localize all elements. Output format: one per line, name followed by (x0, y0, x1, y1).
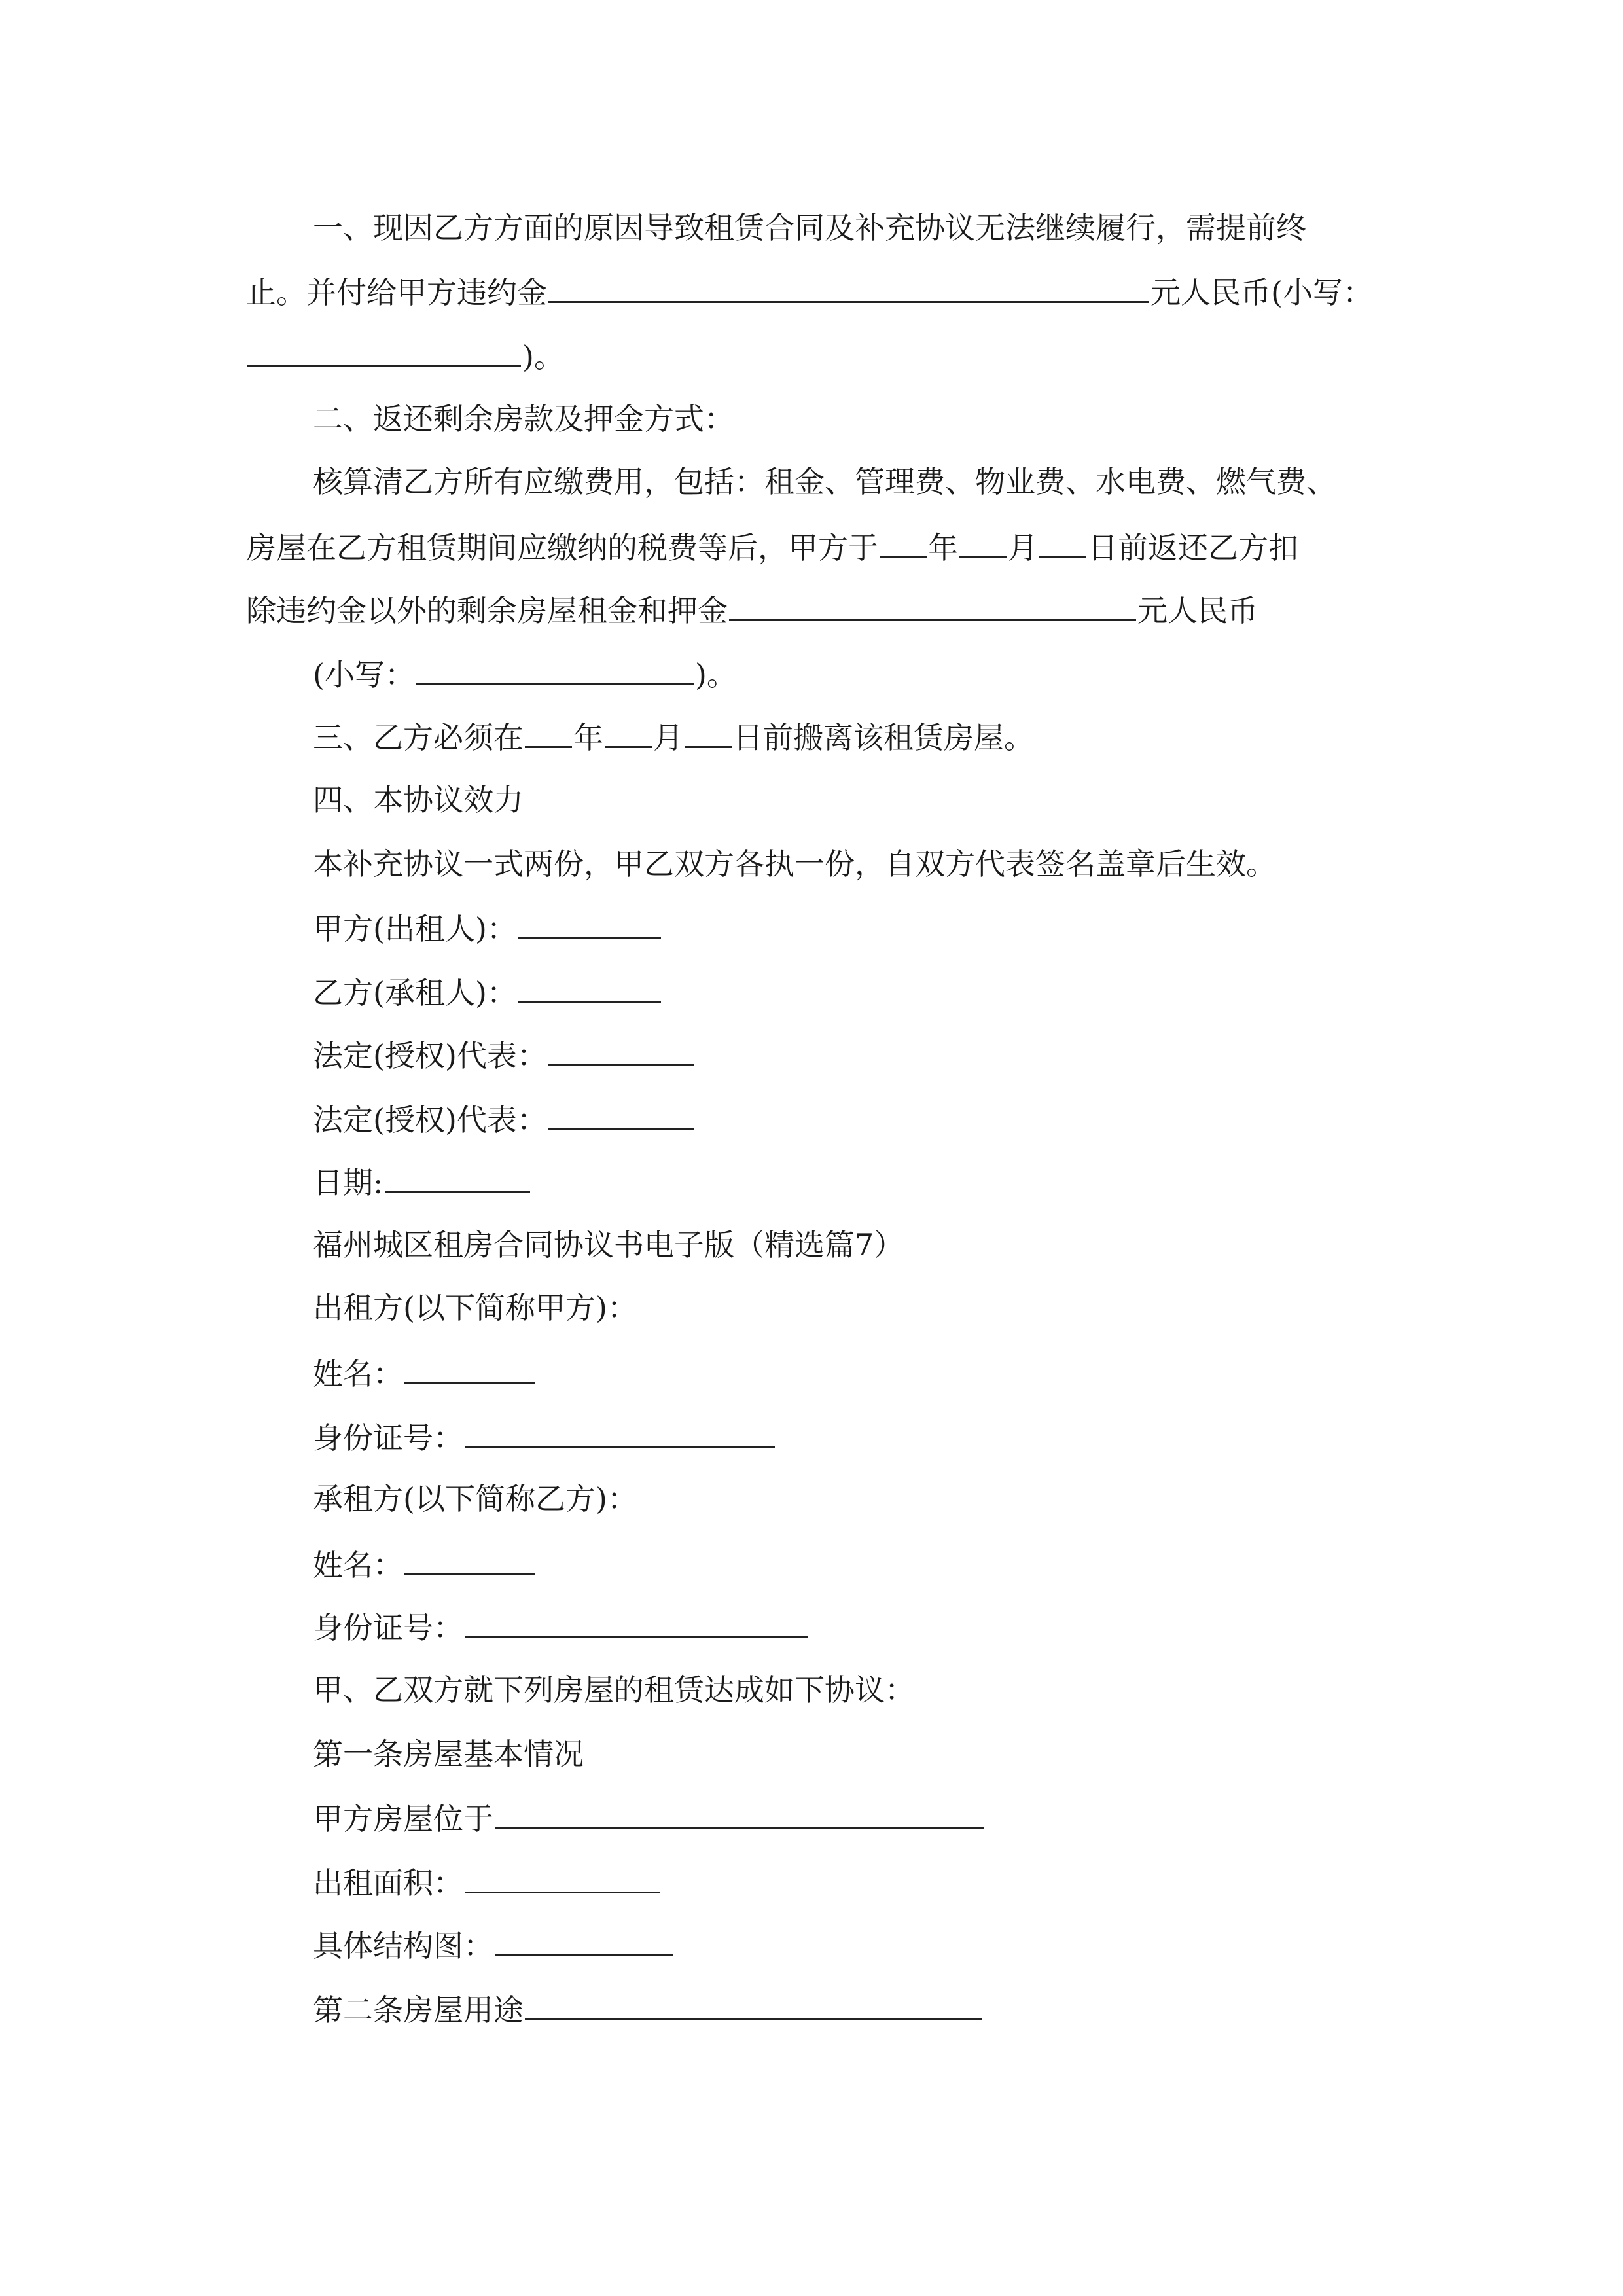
party-a-blank[interactable] (518, 907, 661, 939)
clause1-text-a: 止。并付给甲方违约金 (246, 275, 547, 310)
rep2-blank[interactable] (548, 1098, 694, 1130)
clause2-line4 (313, 653, 737, 692)
clause2-line2 (246, 526, 1298, 565)
lessee-heading (313, 1479, 637, 1518)
clause3-year: 年 (573, 720, 603, 755)
signature-date (313, 1161, 531, 1200)
penalty-lowercase-blank[interactable] (247, 335, 521, 367)
location-label: 甲方房屋位于 (313, 1801, 493, 1837)
article-2-label: 第二条房屋用途 (313, 1992, 524, 2028)
date-blank[interactable] (385, 1161, 530, 1193)
clause1-line1 (313, 208, 1306, 247)
signature-rep-1 (313, 1034, 695, 1073)
clause2-text-a: 房屋在乙方租赁期间应缴纳的税费等后，甲方于 (246, 530, 878, 565)
usage-blank[interactable] (525, 1988, 982, 2020)
signature-rep-2 (313, 1098, 695, 1138)
area-label: 出租面积： (313, 1865, 463, 1901)
clause1-close: )。 (522, 339, 564, 374)
signature-party-b (313, 971, 662, 1011)
clause2-heading (313, 399, 734, 439)
clause3-text-b: 日前搬离该租赁房屋。 (733, 720, 1034, 755)
article-2-heading (313, 1988, 983, 2028)
clause2-year: 年 (928, 530, 958, 565)
clause1-line3 (246, 335, 564, 374)
rep2-label: 法定(授权)代表： (313, 1102, 547, 1138)
clause2-month: 月 (1008, 530, 1038, 565)
lessee-id-blank[interactable] (465, 1606, 808, 1638)
clause2-text-e: (小写： (313, 657, 415, 692)
lessor-text: 出租方(以下简称甲方)： (313, 1290, 637, 1325)
lessor-id (313, 1416, 776, 1456)
party-b-blank[interactable] (518, 971, 661, 1003)
moveout-day-blank[interactable] (685, 716, 732, 748)
penalty-amount-blank[interactable] (548, 271, 1149, 303)
refund-month-blank[interactable] (959, 526, 1007, 558)
clause2-text-c: 除违约金以外的剩余房屋租金和押金 (246, 593, 728, 628)
structure-blank[interactable] (495, 1924, 673, 1956)
lessor-id-blank[interactable] (465, 1416, 775, 1448)
date-label: 日期: (313, 1165, 383, 1200)
lessee-name (313, 1543, 537, 1583)
lessor-name-label: 姓名： (313, 1356, 403, 1391)
lessor-heading (313, 1288, 637, 1327)
clause2-heading-text: 二、返还剩余房款及押金方式： (313, 401, 734, 437)
refund-amount-blank[interactable] (729, 589, 1136, 621)
rep1-label: 法定(授权)代表： (313, 1038, 547, 1073)
clause2-close: )。 (694, 657, 737, 692)
lessee-name-blank[interactable] (404, 1543, 535, 1575)
clause4-body (313, 844, 1276, 884)
clause4-heading-text: 四、本协议效力 (313, 782, 524, 817)
property-location (313, 1797, 986, 1837)
lessee-name-label: 姓名： (313, 1547, 403, 1583)
lessee-id (313, 1606, 809, 1645)
location-blank[interactable] (495, 1797, 984, 1829)
agreement-intro (313, 1670, 915, 1710)
refund-lowercase-blank[interactable] (416, 653, 694, 685)
clause1-text-b: 元人民币(小写： (1150, 275, 1373, 310)
clause3-text-a: 三、乙方必须在 (313, 720, 524, 755)
structure-label: 具体结构图： (313, 1928, 493, 1964)
refund-year-blank[interactable] (880, 526, 927, 558)
party-b-label: 乙方(承租人)： (313, 975, 517, 1011)
rep1-blank[interactable] (548, 1034, 694, 1066)
article-1-heading (313, 1734, 584, 1774)
clause1-line2 (246, 271, 1373, 310)
article-1-text: 第一条房屋基本情况 (313, 1736, 584, 1772)
clause2-text-d: 元人民币 (1137, 593, 1258, 628)
contract7-title (313, 1225, 904, 1265)
moveout-month-blank[interactable] (605, 716, 652, 748)
clause2-line1 (313, 462, 1336, 501)
clause2-line3 (246, 589, 1258, 628)
agreement-intro-text: 甲、乙双方就下列房屋的租赁达成如下协议： (313, 1672, 915, 1708)
structure-diagram (313, 1924, 674, 1964)
clause4-body-text: 本补充协议一式两份，甲乙双方各执一份，自双方代表签名盖章后生效。 (313, 846, 1276, 882)
clause4-heading (313, 780, 524, 819)
party-a-label: 甲方(出租人)： (313, 911, 517, 946)
lessee-text: 承租方(以下简称乙方)： (313, 1481, 637, 1516)
clause2-text: 核算清乙方所有应缴费用，包括：租金、管理费、物业费、水电费、燃气费、 (313, 464, 1336, 499)
clause1-text: 一、现因乙方方面的原因导致租赁合同及补充协议无法继续履行，需提前终 (313, 210, 1306, 245)
area-blank[interactable] (465, 1861, 660, 1893)
lessor-name-blank[interactable] (404, 1352, 535, 1384)
rental-area (313, 1861, 661, 1901)
contract7-title-text: 福州城区租房合同协议书电子版（精选篇7） (313, 1227, 904, 1263)
clause2-text-b: 日前返还乙方扣 (1088, 530, 1298, 565)
lessor-name (313, 1352, 537, 1391)
moveout-year-blank[interactable] (525, 716, 572, 748)
refund-day-blank[interactable] (1039, 526, 1086, 558)
lessee-id-label: 身份证号： (313, 1610, 463, 1645)
lessor-id-label: 身份证号： (313, 1420, 463, 1456)
clause3-line (313, 716, 1034, 755)
signature-party-a (313, 907, 662, 946)
clause3-month: 月 (653, 720, 683, 755)
